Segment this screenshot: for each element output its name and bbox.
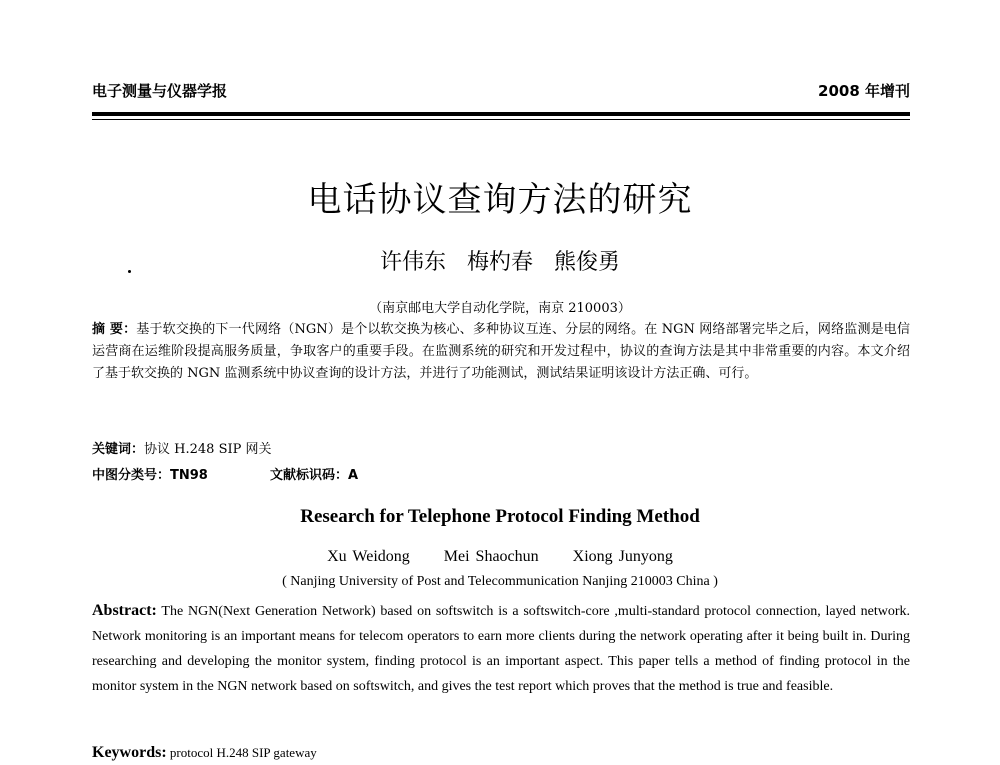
affiliation-chinese: （南京邮电大学自动化学院，南京 210003） [369,301,631,316]
author-en-2: Mei Shaochun [443,548,539,565]
running-head [92,80,910,102]
clc-label: 中图分类号： [92,468,171,483]
doc-code-value: A [348,468,359,483]
authors-english [0,548,1000,566]
keywords-english-label: Keywords: [92,744,167,761]
abstract-english-label: Abstract: [92,602,157,619]
author-en-1: Xu Weidong [327,548,410,565]
abstract-english [92,598,910,699]
abstract-chinese [92,319,910,431]
keywords-english-text: protocol H.248 SIP gateway [169,745,317,760]
authors-chinese: 许伟东 梅杓春 熊俊勇 [380,250,620,275]
keywords-english [92,740,910,765]
clc-value: TN98 [170,468,208,483]
keywords-chinese-text: 协议 H.248 SIP 网关 [144,442,272,457]
title-chinese: 电话协议查询方法的研究 [307,180,693,220]
issue-label: 2008 年增刊 [818,82,910,100]
affiliation-english: ( Nanjing University of Post and Telecommunication Nanjing 210003 China ) [282,574,718,589]
header-rule-thick [92,112,910,116]
abstract-english-text: The NGN(Next Generation Network) based on softswitch is a softswitch-core ,multi-standard protocol connection, layed network. Network monitoring is an important means for telecom operators to earn more clients during the network operating after it being built in. During researching and developing the monitor system, finding protocol is an important aspect. This paper tells a method of finding protocol in the monitor system in the NGN network based on softswitch, and gives the test report which proves that the method is true and feasible. [92,604,911,694]
journal-name: 电子测量与仪器学报 [92,82,228,100]
stray-dot-mark [128,270,131,273]
classification-line [92,464,359,483]
header-rule-thin [92,119,910,120]
title-english: Research for Telephone Protocol Finding Method [300,506,700,527]
author-en-3: Xiong Junyong [572,548,673,565]
abstract-chinese-label: 摘 要： [92,322,137,337]
doc-code-label: 文献标识码： [270,468,349,483]
keywords-chinese [92,438,271,457]
abstract-chinese-text: 基于软交换的下一代网络（NGN）是个以软交换为核心、多种协议互连、分层的网络。在 NGN 网络部署完毕之后，网络监测是电信运营商在运维阶段提高服务质量，争取客户的重要手段。在监测系统的研究和开发过程中，协议的查询方法是其中非常重要的内容。本文介绍了基于软交换的 NGN 监测系统中协议查询的设计方法，并进行了功能测试，测试结果证明该设计方法正确、可行。 [92,322,910,381]
keywords-chinese-label: 关键词： [92,442,145,457]
